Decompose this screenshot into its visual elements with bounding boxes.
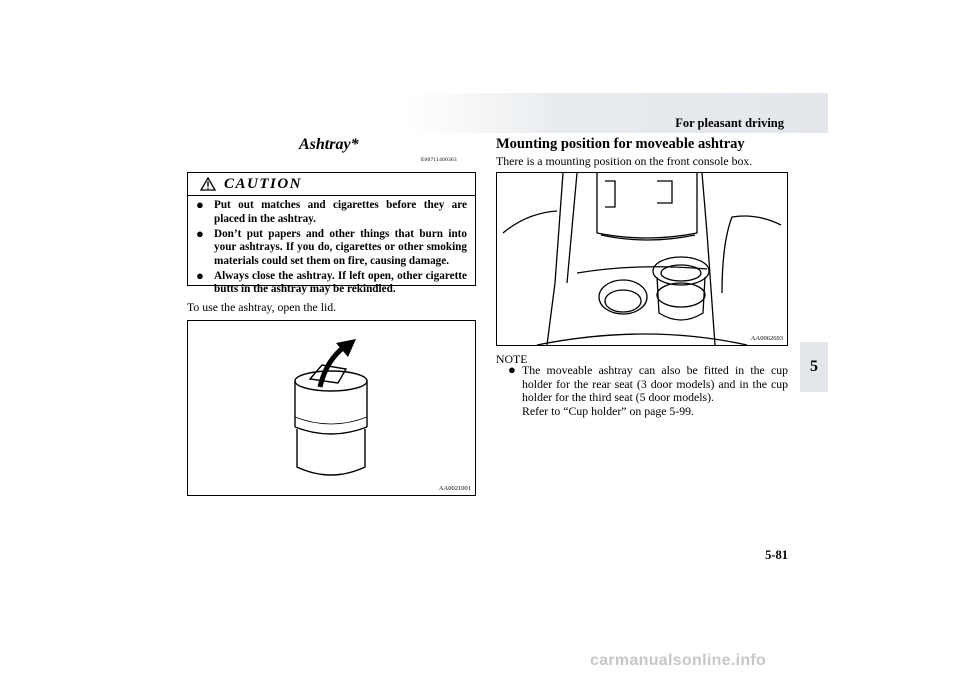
subsection-title: Mounting position for moveable ashtray [496, 136, 745, 152]
note-text: The moveable ashtray can also be fitted in the cup holder for the rear seat (3 door models) and in the cup holder for the third seat (5 door models). [522, 363, 788, 405]
page-number: 5-81 [765, 548, 788, 562]
caution-item: ● Put out matches and cigarettes before they are placed in the ashtray. [196, 197, 467, 225]
caution-list [188, 199, 475, 297]
chapter-tab[interactable] [800, 342, 828, 392]
section-code: E00711400363 [421, 157, 457, 163]
subsection-text: There is a mounting position on the front console box. [496, 154, 753, 168]
watermark: carmanualsonline.info [590, 652, 767, 669]
figure-code: AA0021001 [438, 485, 471, 492]
bullet-icon: ● [508, 362, 516, 377]
section-title: Ashtray* [299, 136, 359, 153]
page-header-title: For pleasant driving [675, 116, 784, 130]
caution-item: ● Don’t put papers and other things that burn into your ashtrays. If you do, cigarettes or other smoking materials could set them on fire, causing damage. [196, 225, 467, 267]
caution-box [187, 172, 476, 295]
chapter-number: 5 [810, 358, 818, 375]
ashtray-illustration [188, 321, 475, 495]
bullet-icon: ● [196, 197, 204, 212]
bullet-icon: ● [196, 267, 204, 283]
bullet-icon: ● [196, 225, 204, 241]
warning-triangle-icon [200, 177, 216, 191]
note-item [508, 364, 788, 418]
figure-code: AA0062693 [750, 335, 783, 342]
caution-header [188, 173, 475, 196]
note-label: NOTE [496, 352, 528, 366]
caution-label: CAUTION [224, 175, 303, 192]
caution-item: ● Always close the ashtray. If left open, other cigarette butts in the ashtray may be rekindled. [196, 267, 467, 295]
body-text: To use the ashtray, open the lid. [187, 300, 337, 314]
console-figure [496, 172, 788, 346]
console-illustration [497, 173, 787, 345]
ashtray-figure [187, 320, 476, 496]
note-refer-link[interactable]: Refer to “Cup holder” on page 5-99. [522, 403, 694, 418]
